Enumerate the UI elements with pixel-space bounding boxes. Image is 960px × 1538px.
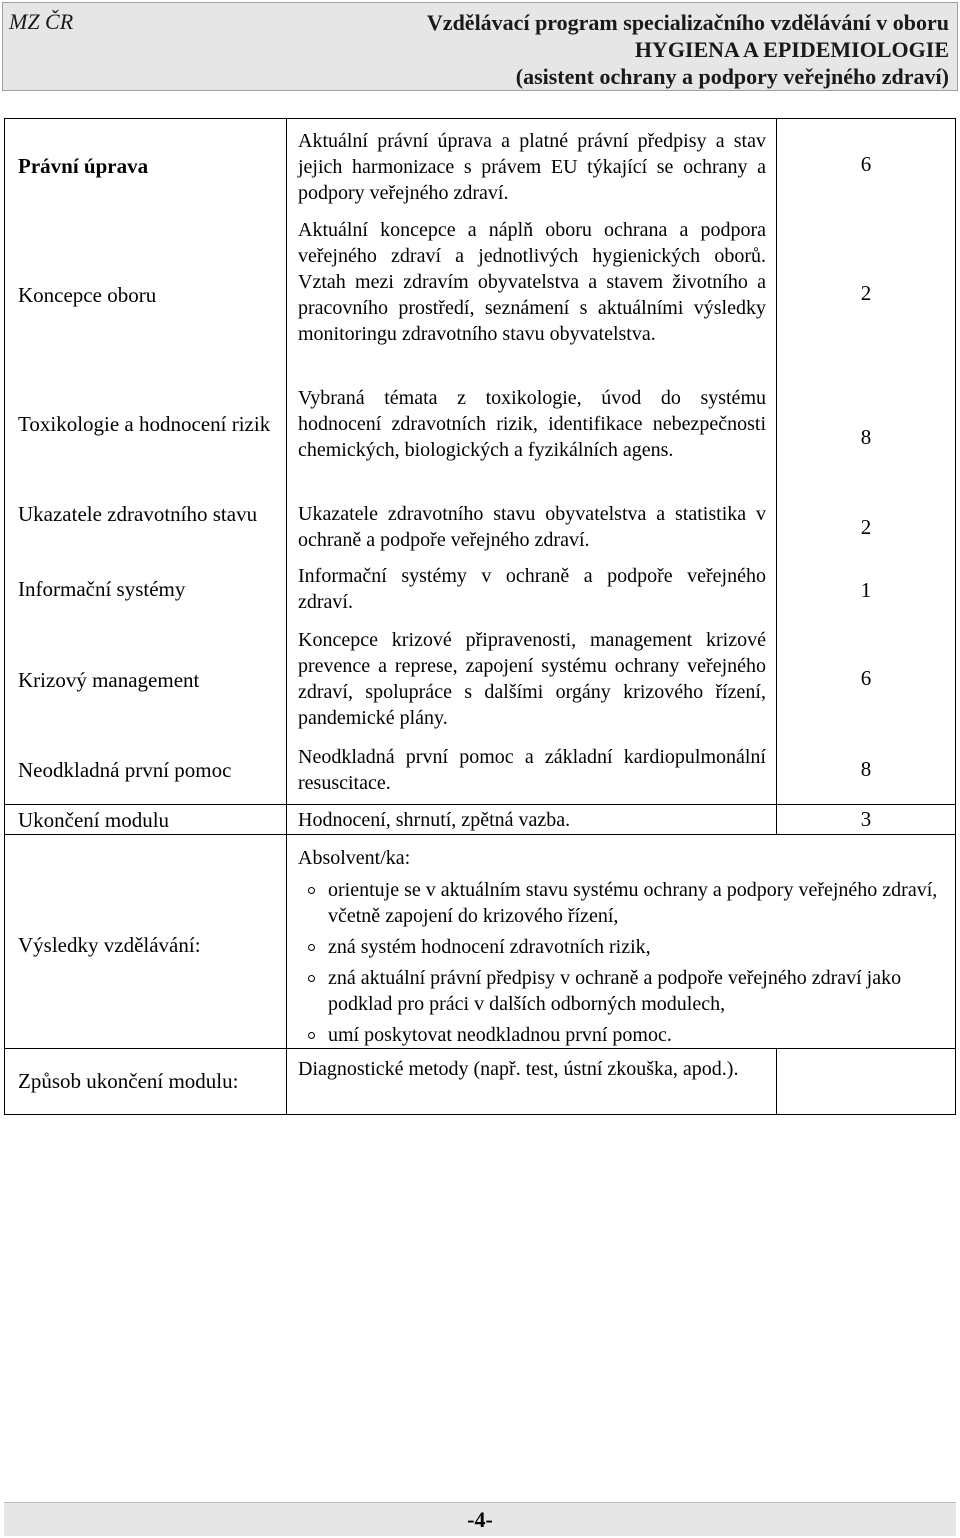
bullet-icon [308,944,315,951]
results-label: Výsledky vzdělávání: [18,933,201,957]
table-top-border [4,118,956,119]
list-item: zná systém hodnocení zdravotních rizik, [298,934,948,960]
row-desc-ukazatele: Ukazatele zdravotního stavu obyvatelstva a statistika v ochraně a podpoře veřejného zdraví. [298,503,766,551]
row-hours-informacni-systemy: 1 [860,578,872,602]
row-label-informacni-systemy: Informační systémy [18,577,186,601]
row-hours-krizovy-management: 6 [860,666,872,690]
row-hours-pravni-uprava: 6 [860,152,872,176]
results-content [298,845,948,1053]
results-list [298,877,948,1048]
row-label-krizovy-management: Krizový management [18,668,200,692]
table-left-border [4,118,5,1115]
row-divider [4,804,956,805]
bullet-icon [308,1032,315,1039]
row-label-koncepce-oboru: Koncepce oboru [18,283,157,307]
table-bottom-border [4,1114,956,1115]
row-desc-ukonceni-modulu: Hodnocení, shrnutí, zpětná vazba. [298,809,571,831]
program-title-line2: HYGIENA A EPIDEMIOLOGIE [634,37,949,62]
row-divider [4,834,956,835]
table-right-border [955,118,956,1115]
completion-label: Způsob ukončení modulu: [18,1069,239,1093]
row-desc-toxikologie: Vybraná témata z toxikologie, úvod do systému hodnocení zdravotních rizik, identifikace nebezpečnosti chemických, biologických a fyzikálních agens. [298,387,766,461]
results-intro: Absolvent/ka: [298,847,411,869]
document-header [2,2,958,91]
bullet-icon [308,975,315,982]
row-label-pravni-uprava: Právní úprava [18,154,149,178]
ministry-label: MZ ČR [9,9,74,34]
row-desc-informacni-systemy: Informační systémy v ochraně a podpoře veřejného zdraví. [298,565,766,613]
program-title-line3: (asistent ochrany a podpory veřejného zdraví) [515,64,949,89]
column-divider [776,118,777,835]
column-divider [286,118,287,1115]
completion-desc: Diagnostické metody (např. test, ústní zkouška, apod.). [298,1058,739,1080]
row-hours-toxikologie: 8 [860,425,872,449]
row-label-ukonceni-modulu: Ukončení modulu [18,808,170,832]
list-item: umí poskytovat neodkladnou první pomoc. [298,1022,948,1048]
list-item: zná aktuální právní předpisy v ochraně a podpoře veřejného zdraví jako podklad pro práci v dalších odborných modulech, [298,965,948,1017]
row-desc-koncepce-oboru: Aktuální koncepce a náplň oboru ochrana a podpora veřejného zdraví a jednotlivých hygienických oborů. Vztah mezi zdravím obyvatelstva a stavem životního a pracovního prostředí, seznámení s aktuálními výsledky monitoringu zdravotního stavu obyvatelstva. [298,219,766,345]
row-hours-koncepce-oboru: 2 [860,281,872,305]
row-desc-krizovy-management: Koncepce krizové připravenosti, management krizové prevence a represe, zapojení systému ochrany veřejného zdraví, spolupráce s dalšími orgány krizového řízení, pandemické plány. [298,629,766,729]
row-desc-pravni-uprava: Aktuální právní úprava a platné právní předpisy a stav jejich harmonizace s právem EU týkající se ochrany a podpory veřejného zdraví. [298,130,766,204]
row-desc-prvni-pomoc: Neodkladná první pomoc a základní kardiopulmonální resuscitace. [298,746,766,794]
row-hours-ukonceni-modulu: 3 [860,807,872,831]
program-title [427,9,949,90]
document-footer [4,1502,956,1536]
list-item: orientuje se v aktuálním stavu systému ochrany a podpory veřejného zdraví, včetně zapojení do krizového řízení, [298,877,948,929]
row-label-prvni-pomoc: Neodkladná první pomoc [18,758,232,782]
row-hours-ukazatele: 2 [860,515,872,539]
page-number: -4- [467,1507,493,1532]
bullet-icon [308,887,315,894]
row-label-ukazatele: Ukazatele zdravotního stavu [18,502,258,526]
row-hours-prvni-pomoc: 8 [860,757,872,781]
row-label-toxikologie: Toxikologie a hodnocení rizik [18,412,271,436]
program-title-line1: Vzdělávací program specializačního vzdělávání v oboru [426,10,949,35]
column-divider [776,1048,777,1115]
